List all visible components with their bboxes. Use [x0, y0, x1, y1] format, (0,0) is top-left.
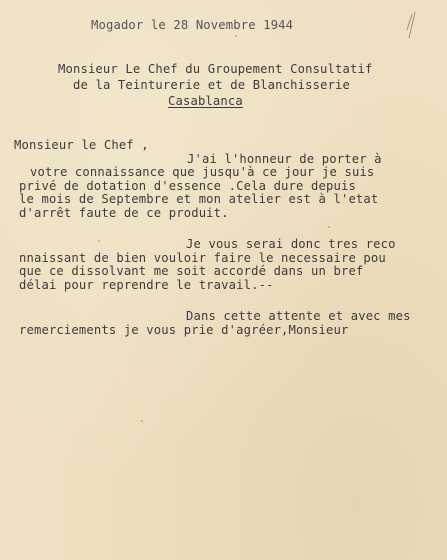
recipient-line-2: de la Teinturerie et de Blanchisserie — [73, 78, 351, 92]
paragraph-2-line-2: nnaissant de bien vouloir faire le necessaire pou — [19, 251, 386, 265]
paper-speck — [141, 420, 143, 422]
recipient-line-1: Monsieur Le Chef du Groupement Consultatif — [58, 62, 373, 76]
paragraph-1-line-4: le mois de Septembre et mon atelier est à l'etat — [19, 192, 379, 206]
closing-line-1: Dans cette attente et avec mes — [186, 309, 411, 323]
closing-line-2: remerciements je vous prie d'agréer,Monsieur — [19, 323, 349, 337]
paragraph-1-line-5: d'arrêt faute de ce produit. — [19, 206, 229, 220]
paragraph-1-line-2: votre connaissance que jusqu'à ce jour je suis — [30, 165, 375, 179]
paragraph-2-line-3: que ce dissolvant me soit accordé dans un bref — [19, 264, 364, 278]
salutation: Monsieur le Chef , — [14, 138, 149, 152]
paragraph-1-line-1: J'ai l'honneur de porter à — [187, 152, 382, 166]
paragraph-1-line-3: privé de dotation d'essence .Cela dure depuis — [19, 179, 356, 193]
paper-speck — [235, 35, 237, 37]
recipient-city: Casablanca — [168, 94, 243, 108]
paragraph-2-line-1: Je vous serai donc tres reco — [186, 237, 396, 251]
paper-speck — [98, 240, 100, 242]
letter-date: Mogador le 28 Novembre 1944 — [91, 18, 294, 32]
pencil-mark — [404, 10, 418, 40]
paragraph-2-line-4: délai pour reprendre le travail.-- — [19, 278, 274, 292]
paper-speck — [328, 226, 330, 228]
